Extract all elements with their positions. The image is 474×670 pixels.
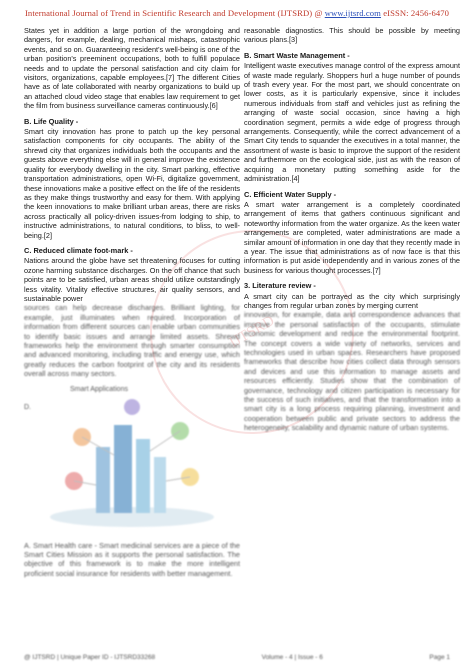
climate-paragraph: Nations around the globe have set threatening focuses for cutting ozone harming substance discharges. On the off chance that such points are to be satisfied, urban areas should utilize outstandingly less vitality. Vitality effective structures, air quality sensors, and sustainable power bbox=[24, 256, 240, 303]
header-prefix: International Journal of Trend in Scientific Research and Development (IJTSRD) @ bbox=[24, 8, 325, 18]
blurred-region-left bbox=[24, 303, 240, 578]
journal-link[interactable]: www.ijtsrd.com bbox=[324, 8, 381, 18]
figure-title: Smart Applications bbox=[70, 385, 128, 393]
water-heading: C. Efficient Water Supply - bbox=[244, 189, 337, 199]
water-paragraph: A smart water arrangement is a completely coordinated arrangement of items that gathers continuous significant and noteworthy information from the water organize. As the keen water arrangements are completed, water administrations are made a similar amount of information in one day that they recently made in a year. The issue that administrations as of now face is that this information is put aside independently and in various zones of the business for various thought processes.[7] bbox=[244, 199, 460, 275]
waste-heading: B. Smart Waste Management - bbox=[244, 50, 350, 60]
left-intro-paragraph: States yet in addition a large portion of the wrongdoing and dangers, for example, dealing, mechanical mishaps, catastrophic events, and so on. Guaranteeing resident's well-being is one of the urban position's preeminent occupations, both to fulfill populace needs and to update the personal satisfaction and city claim for visitors, organizations, capable employees.[7] The different Cities have as of late collaborated with nearby organizations to build up an attached cloud video stage that enables law requirement to get the film from business surveillance cameras continuously.[6] bbox=[24, 26, 240, 111]
right-intro-paragraph: reasonable diagnostics. This should be possible by meeting various plans.[3] bbox=[244, 26, 460, 45]
header-issn: eISSN: 2456-6470 bbox=[380, 8, 450, 18]
journal-header bbox=[0, 8, 474, 18]
page-footer bbox=[24, 654, 450, 664]
life-quality-heading: B. Life Quality - bbox=[24, 116, 79, 126]
figure-label: D. bbox=[24, 403, 31, 411]
left-column bbox=[24, 26, 240, 584]
blurred-region-right bbox=[244, 310, 460, 432]
right-column bbox=[244, 26, 460, 439]
footer-id: @ IJTSRD | Unique Paper ID - IJTSRD33268 bbox=[24, 654, 156, 661]
watermark-seal: IJTSRD bbox=[113, 193, 392, 472]
blurred-right-paragraph: innovation, for example, data and correspondence advances that improve the personal satisfaction of the occupants, stimulate economic development and reduce the environmental footprint. The concept covers a wide variety of networks, services and technologies used in urban spaces. Researchers have proposed frameworks that describe how cities collect data through sensors and devices and use this information to manage assets and resources efficiently. Studies show that the combination of governance, technology and citizen participation is necessary for the success of such initiatives, and that the transformation into a smart city is a long process requiring planning, investment and cooperation between public and private sectors to address the heterogeneity, scalability and dynamic nature of urban systems. bbox=[244, 310, 460, 433]
life-quality-paragraph: Smart city innovation has prone to patch up the key personal satisfaction components for city occupants. The ability of the shrewd city that organizes individuals both the occupants and the guests above everything else will in general improve the existence quality for everybody dwelling in the city. Smart parking, effective transportation administrations, open Wi-Fi, digitalize government, these innovations make a positive effect on the life of the residents as they make things trustworthy and easy for them. With applying the keen innovations to make brilliant urban areas, there are risks across practically all policy-driven issues-from lodging to ship, to instructive administrations, to natural conditions, to bliss, to well-being.[2] bbox=[24, 127, 240, 240]
waste-paragraph: Intelligent waste executives manage control of the express amount of waste made regularly. Shoppers hurl a huge number of pounds of trash every year. For the most part, we should concentrate on lower costs, as it is particularly expensive, since it includes numerous individuals from staff and vehicles just as refining the arranging of waste social occasion, since having a high coordination segment, permits a wide edge of progress through arrangements. Consequently, while the correct advancement of a Smart City tends to squander the executives in a total manner, the assortment of waste is basic to improve the support of the resident and furthermore on the ecological side, just as with the reason of acquiring a monetary putting something aside for the administration.[4] bbox=[244, 61, 460, 184]
footer-volume: Volume - 4 | Issue - 6 bbox=[261, 654, 323, 661]
blurred-left-paragraph: sources can help decrease discharges. Brilliant lighting, for example, just illuminates when required. Incorporation of information from different sources can enable urban communities to identify basic issues and arrange limited assets. Shrewd frameworks help the environment through smarter consumption and advanced monitoring, including traffic and energy use, which greatly reduces the carbon footprint of the city and its residents overall across many sectors. bbox=[24, 303, 240, 379]
climate-heading: C. Reduced climate foot-mark - bbox=[24, 245, 133, 255]
smart-applications-figure bbox=[24, 385, 240, 535]
literature-paragraph: A smart city can be portrayed as the city which surprisingly changes from regular urban zones by merging current bbox=[244, 291, 460, 310]
blurred-health-paragraph: A. Smart Health care - Smart medicinal services are a piece of the Smart Cities Mission as it supports the personal satisfaction. The objective of this framework is to make the more intelligent proficient social insurance for residents with better management. bbox=[24, 540, 240, 578]
footer-page: Page 1 bbox=[429, 654, 450, 661]
smart-city-illustration bbox=[24, 385, 240, 535]
literature-heading: 3. Literature review - bbox=[244, 281, 316, 291]
